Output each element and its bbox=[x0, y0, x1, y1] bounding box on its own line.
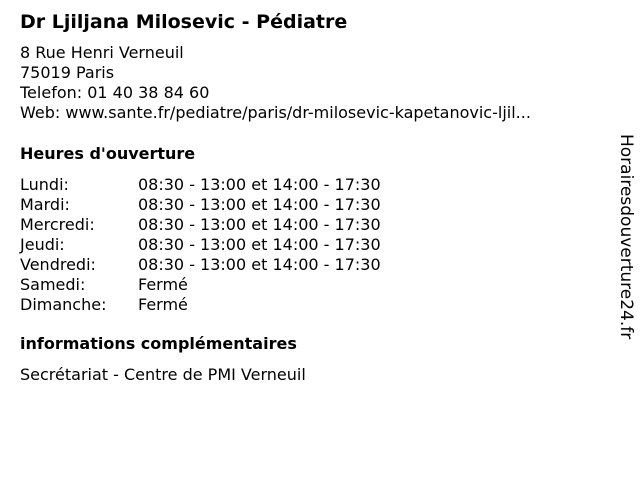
site-brand-vertical: Horairesdouverture24.fr bbox=[616, 134, 636, 340]
hours-row bbox=[20, 295, 610, 315]
day-hours: 08:30 - 13:00 et 14:00 - 17:30 bbox=[138, 255, 381, 274]
day-hours: Fermé bbox=[138, 295, 188, 314]
day-hours: 08:30 - 13:00 et 14:00 - 17:30 bbox=[138, 175, 381, 194]
day-hours: 08:30 - 13:00 et 14:00 - 17:30 bbox=[138, 195, 381, 214]
phone-number: Telefon: 01 40 38 84 60 bbox=[20, 83, 210, 102]
day-label: Mardi: bbox=[20, 195, 70, 214]
day-hours: Fermé bbox=[138, 275, 188, 294]
hours-row bbox=[20, 175, 610, 195]
hours-table bbox=[20, 175, 610, 315]
day-label: Vendredi: bbox=[20, 255, 96, 274]
doctor-name: Dr Ljiljana Milosevic - Pédiatre bbox=[20, 11, 348, 33]
day-label: Mercredi: bbox=[20, 215, 95, 234]
hours-row bbox=[20, 195, 610, 215]
hours-heading: Heures d'ouverture bbox=[20, 144, 196, 163]
day-label: Jeudi: bbox=[20, 235, 65, 254]
business-card bbox=[20, 10, 610, 385]
day-hours: 08:30 - 13:00 et 14:00 - 17:30 bbox=[138, 215, 381, 234]
day-label: Dimanche: bbox=[20, 295, 107, 314]
hours-row bbox=[20, 235, 610, 255]
address-street: 8 Rue Henri Verneuil bbox=[20, 43, 184, 62]
website-link[interactable]: Web: www.sante.fr/pediatre/paris/dr-milosevic-kapetanovic-ljil... bbox=[20, 103, 531, 122]
address-city: 75019 Paris bbox=[20, 63, 115, 82]
info-heading: informations complémentaires bbox=[20, 334, 297, 353]
day-label: Lundi: bbox=[20, 175, 69, 194]
info-text: Secrétariat - Centre de PMI Verneuil bbox=[20, 365, 306, 384]
hours-row bbox=[20, 215, 610, 235]
hours-row bbox=[20, 275, 610, 295]
day-label: Samedi: bbox=[20, 275, 86, 294]
hours-row bbox=[20, 255, 610, 275]
day-hours: 08:30 - 13:00 et 14:00 - 17:30 bbox=[138, 235, 381, 254]
